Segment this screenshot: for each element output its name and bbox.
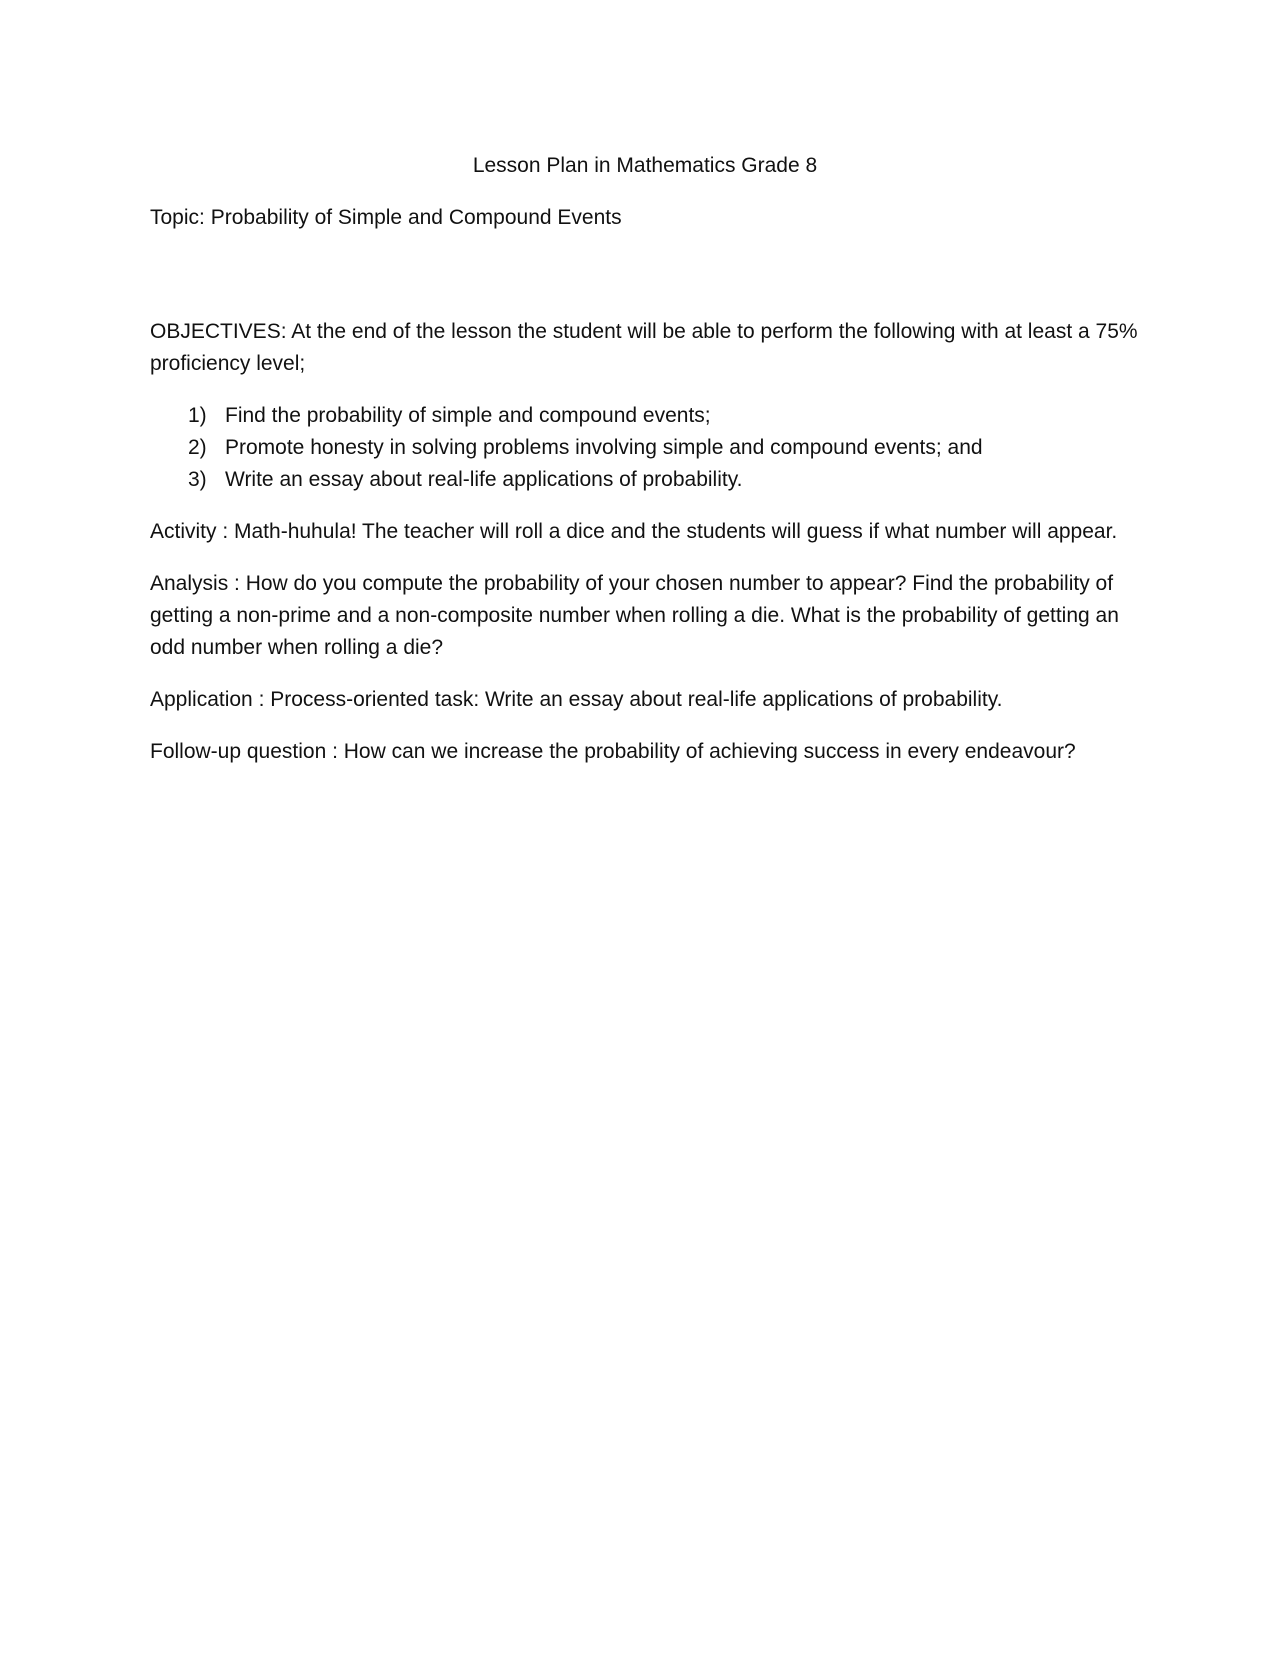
topic-line: Topic: Probability of Simple and Compound Events (150, 206, 622, 229)
objectives-intro: OBJECTIVES: At the end of the lesson the student will be able to perform the following with at least a 75% proficiency level; (150, 320, 1138, 375)
objective-number: 3) (188, 468, 207, 491)
objective-number: 2) (188, 436, 207, 459)
objective-number: 1) (188, 404, 207, 427)
document-body (150, 150, 1140, 788)
objective-item (150, 400, 1140, 432)
document-title: Lesson Plan in Mathematics Grade 8 (472, 154, 818, 177)
objective-text: Find the probability of simple and compound events; (225, 404, 711, 427)
objective-text: Promote honesty in solving problems involving simple and compound events; and (225, 436, 983, 459)
follow-up-paragraph: Follow-up question : How can we increase the probability of achieving success in every endeavour? (150, 740, 1076, 763)
objective-item (150, 464, 1140, 496)
objectives-list (150, 400, 1140, 496)
analysis-paragraph: Analysis : How do you compute the probability of your chosen number to appear? Find the probability of getting a non-prime and a non-composite number when rolling a die. What is the probability of getting an odd number when rolling a die? (150, 572, 1119, 659)
application-paragraph: Application : Process-oriented task: Write an essay about real-life applications of probability. (150, 688, 1003, 711)
objective-item (150, 432, 1140, 464)
activity-paragraph: Activity : Math-huhula! The teacher will roll a dice and the students will guess if what number will appear. (150, 520, 1118, 543)
objective-text: Write an essay about real-life applications of probability. (225, 468, 743, 491)
